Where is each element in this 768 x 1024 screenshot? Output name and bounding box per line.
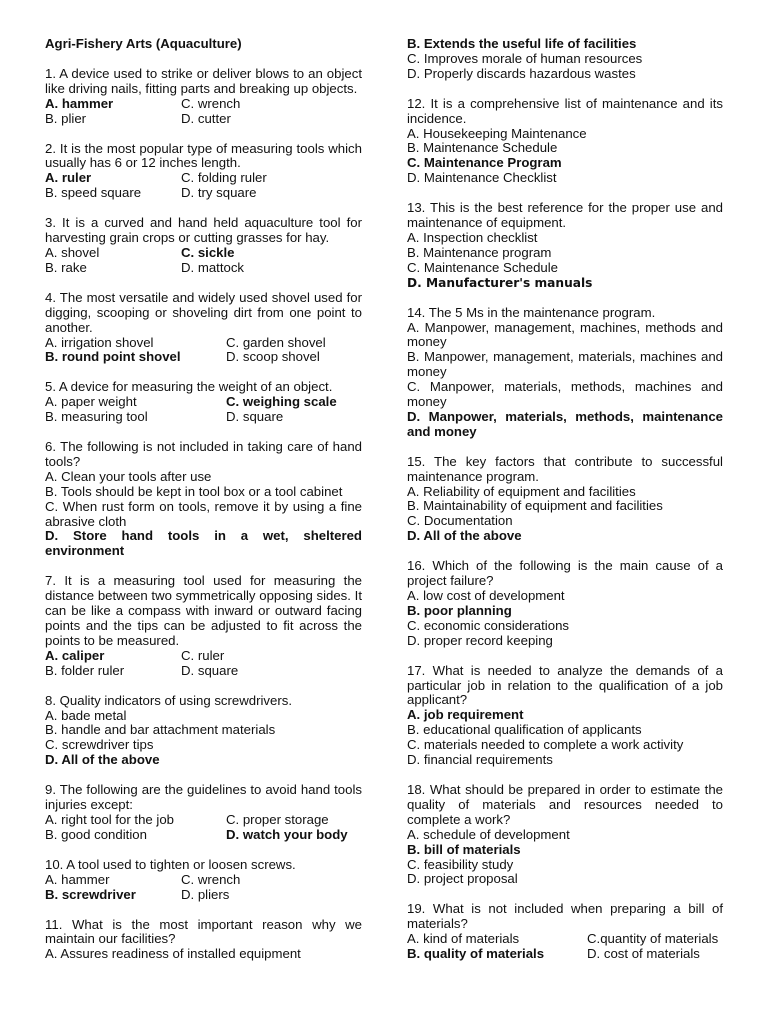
question-stem: 19. What is not included when preparing a bill of materials? [407,901,723,932]
question-stem: 15. The key factors that contribute to successful maintenance program. [407,453,723,484]
option-c: C. feasibility study [407,856,514,872]
option-a: A. schedule of development [407,826,570,842]
option-a: A. Housekeeping Maintenance [407,125,587,141]
option-a: A. right tool for the job [45,811,175,827]
option-c: C. proper storage [226,811,329,827]
option-b: B. Tools should be kept in tool box or a tool cabinet [45,483,343,499]
question-14 [407,306,723,440]
question-stem: 8. Quality indicators of using screwdrivers. [45,692,292,708]
option-d: D. Maintenance Checklist [407,170,557,186]
option-a: A. low cost of development [407,588,565,603]
page-title: Agri-Fishery Arts (Aquaculture) [45,36,242,51]
option-a-answer: A. ruler [45,170,92,186]
question-stem: 9. The following are the guidelines to avoid hand tools injuries except: [45,782,362,813]
question-4 [45,291,362,366]
option-d: D. scoop shovel [226,349,320,365]
question-stem: 4. The most versatile and widely used shovel used for digging, scooping or shoveling dirt from one point to another. [45,289,362,335]
right-column [407,37,723,977]
question-2 [45,142,362,202]
option-d-answer: D. Manufacturer's manuals [407,275,593,290]
question-16 [407,559,723,648]
option-b: B. Maintainability of equipment and facilities [407,498,663,514]
option-b: B. educational qualification of applicants [407,722,642,738]
option-c: C. When rust form on tools, remove it by using a fine abrasive cloth [45,498,362,529]
option-a: A. shovel [45,244,100,260]
question-stem: 3. It is a curved and hand held aquaculture tool for harvesting grain crops or cutting grasses for hay. [45,215,362,246]
option-a: A. bade metal [45,707,127,723]
option-d: D. try square [181,185,257,201]
option-c: C. Documentation [407,513,513,529]
option-c-answer: C. sickle [181,244,235,260]
option-b: B. speed square [45,185,142,201]
question-18 [407,783,723,887]
option-d: D. square [226,409,284,425]
option-c-answer: C. Maintenance Program [407,155,562,171]
option-a: A. Reliability of equipment and facilities [407,483,636,499]
option-b: B. Manpower, management, materials, machines and money [407,349,723,380]
question-19 [407,902,723,962]
question-8 [45,694,362,769]
option-d: D. cost of materials [587,946,700,962]
question-stem: 16. Which of the following is the main cause of a project failure? [407,558,723,589]
question-3 [45,216,362,276]
option-b: B. Maintenance program [407,244,552,260]
question-stem: 7. It is a measuring tool used for measuring the distance between two symmetrically opposing sides. It can be like a compass with inward or outward facing points and the tips can be adjusted to fit across the points to be measured. [45,573,362,648]
option-c: C. Manpower, materials, methods, machines and money [407,379,723,410]
option-d: D. square [181,662,239,678]
question-stem: 10. A tool used to tighten or loosen screws. [45,856,296,872]
question-15 [407,455,723,544]
option-c: C. Improves morale of human resources [407,50,643,66]
question-7 [45,574,362,678]
question-11-part-2 [407,37,723,82]
option-c: C. Maintenance Schedule [407,259,559,275]
question-stem: 11. What is the most important reason why we maintain our facilities? [45,916,362,947]
option-b-answer: B. poor planning [407,602,512,618]
option-a: A. Manpower, management, machines, methods and money [407,319,723,350]
option-a-answer: A. caliper [45,647,105,663]
question-12 [407,97,723,186]
option-a: A. Inspection checklist [407,229,538,245]
option-d: D. pliers [181,886,230,902]
option-d: D. financial requirements [407,752,553,768]
question-stem: 13. This is the best reference for the proper use and maintenance of equipment. [407,200,723,231]
option-c: C. folding ruler [181,170,267,186]
option-a: A. Clean your tools after use [45,468,212,484]
question-stem: 2. It is the most popular type of measuring tools which usually has 6 or 12 inches length. [45,140,362,171]
option-c: C. screwdriver tips [45,737,154,753]
option-b: B. Maintenance Schedule [407,140,558,156]
option-d: D. cutter [181,110,231,126]
question-stem: 5. A device for measuring the weight of an object. [45,379,333,395]
option-a: A. kind of materials [407,931,520,947]
option-d-answer: D. Store hand tools in a wet, sheltered environment [45,528,362,559]
question-stem: 12. It is a comprehensive list of maintenance and its incidence. [407,95,723,126]
option-b-answer: B. quality of materials [407,946,545,962]
question-6 [45,440,362,559]
question-10 [45,858,362,903]
option-c: C. materials needed to complete a work activity [407,737,684,753]
question-9 [45,783,362,843]
question-17 [407,664,723,768]
option-a: A. irrigation shovel [45,334,154,350]
option-b: B. handle and bar attachment materials [45,722,276,738]
option-b-answer: B. screwdriver [45,886,136,902]
option-c: C. wrench [181,95,241,111]
option-a: A. paper weight [45,394,137,410]
option-d: D. mattock [181,259,245,275]
question-stem: 18. What should be prepared in order to estimate the quality of materials and resources needed to complete a work? [407,781,723,827]
question-stem: 14. The 5 Ms in the maintenance program. [407,304,656,320]
option-d-answer: D. Manpower, materials, methods, maintenance and money [407,408,723,439]
option-d: D. project proposal [407,871,518,887]
option-c: C. wrench [181,871,241,887]
question-5 [45,380,362,425]
option-c: C. garden shovel [226,334,326,350]
option-b: B. measuring tool [45,409,148,425]
option-b-answer: B. bill of materials [407,841,521,857]
option-c: C. economic considerations [407,617,569,633]
option-d: D. proper record keeping [407,632,553,648]
option-c: C. ruler [181,647,225,663]
option-b-answer: B. round point shovel [45,349,181,365]
option-c-answer: C. weighing scale [226,394,337,410]
option-a: A. Assures readiness of installed equipment [45,946,301,962]
option-a: A. hammer [45,871,110,887]
option-a-answer: A. job requirement [407,707,524,723]
option-d: D. Properly discards hazardous wastes [407,65,636,81]
question-stem: 1. A device used to strike or deliver blows to an object like driving nails, fitting parts and breaking up objects. [45,65,362,96]
option-b: B. folder ruler [45,662,125,678]
option-b: B. rake [45,259,87,275]
option-d-answer: D. All of the above [45,752,160,768]
option-d-answer: D. watch your body [226,826,348,842]
option-d-answer: D. All of the above [407,528,522,544]
option-a-answer: A. hammer [45,95,114,111]
option-b: B. plier [45,110,87,126]
left-column [45,37,362,977]
question-stem: 17. What is needed to analyze the demands of a particular job in relation to the qualification of a job applicant? [407,662,723,708]
option-b-answer: B. Extends the useful life of facilities [407,36,637,51]
option-b: B. good condition [45,826,147,842]
question-1 [45,67,362,127]
question-stem: 6. The following is not included in taking care of hand tools? [45,439,362,469]
question-13 [407,201,723,290]
question-11-part-1 [45,918,362,963]
option-c: C.quantity of materials [587,931,719,947]
